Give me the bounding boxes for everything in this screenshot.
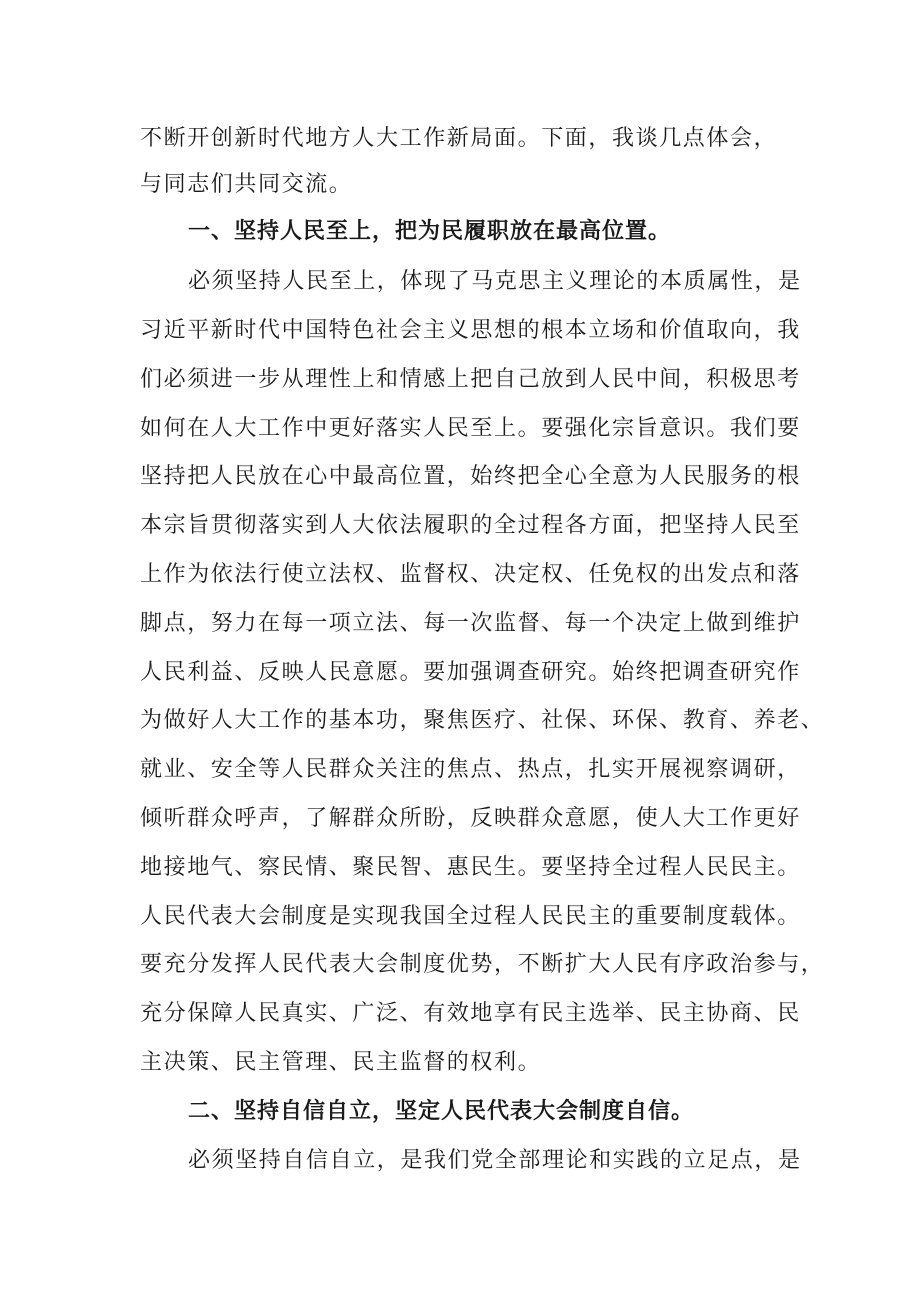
body-line: 主决策、民主管理、民主监督的权利。 [140, 1050, 542, 1075]
body-line: 不断开创新时代地方人大工作新局面。下面，我谈几点体会， [140, 126, 778, 151]
body-line: 与同志们共同交流。 [140, 172, 353, 197]
body-line: 就业、安全等人民群众关注的焦点、热点，扎实开展视察调研， [140, 757, 801, 782]
body-line: 如何在人大工作中更好落实人民至上。要强化宗旨意识。我们要 [140, 416, 801, 441]
body-line: 坚持把人民放在心中最高位置，始终把全心全意为人民服务的根 [140, 464, 801, 489]
body-line: 人民代表大会制度是实现我国全过程人民民主的重要制度载体。 [140, 904, 801, 929]
section-heading-2: 二、坚持自信自立，坚定人民代表大会制度自信。 [188, 1099, 695, 1124]
body-line: 脚点，努力在每一项立法、每一次监督、每一个决定上做到维护 [140, 611, 801, 636]
body-line: 充分保障人民真实、广泛、有效地享有民主选举、民主协商、民 [140, 1001, 801, 1026]
body-line: 必须坚持自信自立，是我们党全部理论和实践的立足点，是 [188, 1148, 802, 1173]
body-line: 人民利益、反映人民意愿。要加强调查研究。始终把调查研究作 [140, 660, 801, 685]
body-line: 们必须进一步从理性上和情感上把自己放到人民中间，积极思考 [140, 367, 801, 392]
body-line: 要充分发挥人民代表大会制度优势，不断扩大人民有序政治参与， [140, 952, 825, 977]
body-line: 必须坚持人民至上，体现了马克思主义理论的本质属性，是 [188, 269, 802, 294]
body-line: 上作为依法行使立法权、监督权、决定权、任免权的出发点和落 [140, 562, 801, 587]
body-line: 本宗旨贯彻落实到人大依法履职的全过程各方面，把坚持人民至 [140, 513, 801, 538]
body-line: 习近平新时代中国特色社会主义思想的根本立场和价值取向，我 [140, 318, 801, 343]
body-line: 地接地气、察民情、聚民智、惠民生。要坚持全过程人民民主。 [140, 855, 801, 880]
body-line: 为做好人大工作的基本功，聚焦医疗、社保、环保、教育、养老、 [140, 708, 825, 733]
body-line: 倾听群众呼声，了解群众所盼，反映群众意愿，使人大工作更好 [140, 806, 801, 831]
section-heading-1: 一、坚持人民至上，把为民履职放在最高位置。 [188, 219, 672, 244]
